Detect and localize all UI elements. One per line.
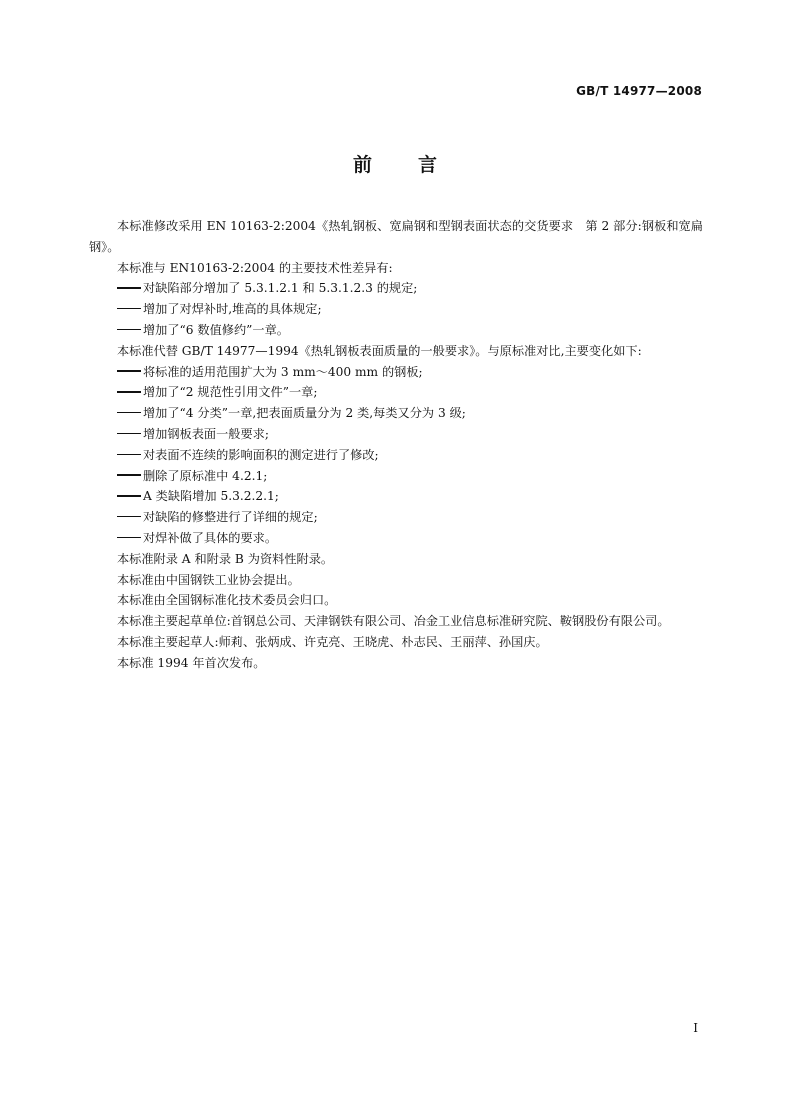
paragraph-text: 本标准由全国钢标准化技术委员会归口。	[117, 593, 337, 608]
list-item	[89, 486, 703, 507]
dash-bullet	[117, 370, 141, 372]
paragraph-text: 本标准修改采用 EN 10163-2:2004《热轧钢板、宽扁钢和型钢表面状态的交货要求 第 2 部分:钢板和宽扁钢》。	[89, 219, 703, 254]
paragraph	[89, 590, 703, 611]
list-item-text: 对表面不连续的影响面积的测定进行了修改;	[143, 447, 379, 462]
paragraph	[89, 653, 703, 674]
paragraph-text: 本标准附录 A 和附录 B 为资料性附录。	[117, 551, 334, 566]
list-item-text: A 类缺陷增加 5.3.2.2.1;	[143, 489, 279, 504]
foreword-body	[89, 216, 703, 674]
list-item	[89, 278, 703, 299]
paragraph-text: 本标准与 EN10163-2:2004 的主要技术性差异有:	[117, 260, 393, 275]
dash-bullet	[117, 495, 141, 497]
list-item	[89, 320, 703, 341]
paragraph	[89, 632, 703, 653]
paragraph-text: 本标准主要起草单位:首钢总公司、天津钢铁有限公司、冶金工业信息标准研究院、鞍钢股份有限公司。	[117, 614, 670, 629]
dash-bullet	[117, 433, 141, 435]
dash-bullet	[117, 287, 141, 289]
list-item	[89, 466, 703, 487]
dash-bullet	[117, 537, 141, 539]
title-char-1: 前	[352, 154, 374, 176]
list-item	[89, 299, 703, 320]
dash-bullet	[117, 329, 141, 331]
list-item-text: 增加了“6 数值修约”一章。	[143, 322, 289, 337]
list-item	[89, 403, 703, 424]
paragraph-text: 本标准 1994 年首次发布。	[117, 655, 266, 670]
list-item-text: 增加了“2 规范性引用文件”一章;	[143, 385, 318, 400]
page-title	[0, 150, 792, 177]
list-item-text: 增加了对焊补时,堆高的具体规定;	[143, 302, 322, 317]
list-item-text: 对缺陷的修整进行了详细的规定;	[143, 510, 318, 525]
list-item	[89, 507, 703, 528]
dash-bullet	[117, 412, 141, 414]
list-item-text: 将标准的适用范围扩大为 3 mm～400 mm 的钢板;	[143, 364, 423, 379]
paragraph-text: 本标准主要起草人:师莉、张炳成、许克亮、王晓虎、朴志民、王丽萍、孙国庆。	[117, 634, 548, 649]
list-item-text: 增加了“4 分类”一章,把表面质量分为 2 类,每类又分为 3 级;	[143, 406, 466, 421]
list-item-text: 对缺陷部分增加了 5.3.1.2.1 和 5.3.1.2.3 的规定;	[143, 281, 418, 296]
title-char-2: 言	[418, 154, 440, 176]
dash-bullet	[117, 308, 141, 310]
paragraph	[89, 216, 703, 258]
list-item	[89, 382, 703, 403]
list-item	[89, 528, 703, 549]
paragraph	[89, 258, 703, 279]
paragraph-text: 本标准由中国钢铁工业协会提出。	[117, 572, 300, 587]
dash-bullet	[117, 474, 141, 476]
paragraph	[89, 570, 703, 591]
list-item-text: 删除了原标准中 4.2.1;	[143, 468, 268, 483]
list-item	[89, 424, 703, 445]
paragraph	[89, 611, 703, 632]
paragraph	[89, 341, 703, 362]
paragraph-text: 本标准代替 GB/T 14977—1994《热轧钢板表面质量的一般要求》。与原标准对比,主要变化如下:	[117, 343, 642, 358]
list-item	[89, 445, 703, 466]
dash-bullet	[117, 516, 141, 518]
list-item	[89, 362, 703, 383]
standard-number: GB/T 14977—2008	[576, 84, 702, 98]
dash-bullet	[117, 391, 141, 393]
paragraph	[89, 549, 703, 570]
list-item-text: 增加钢板表面一般要求;	[143, 426, 269, 441]
list-item-text: 对焊补做了具体的要求。	[143, 530, 278, 545]
dash-bullet	[117, 454, 141, 456]
page-number: I	[693, 1021, 698, 1035]
